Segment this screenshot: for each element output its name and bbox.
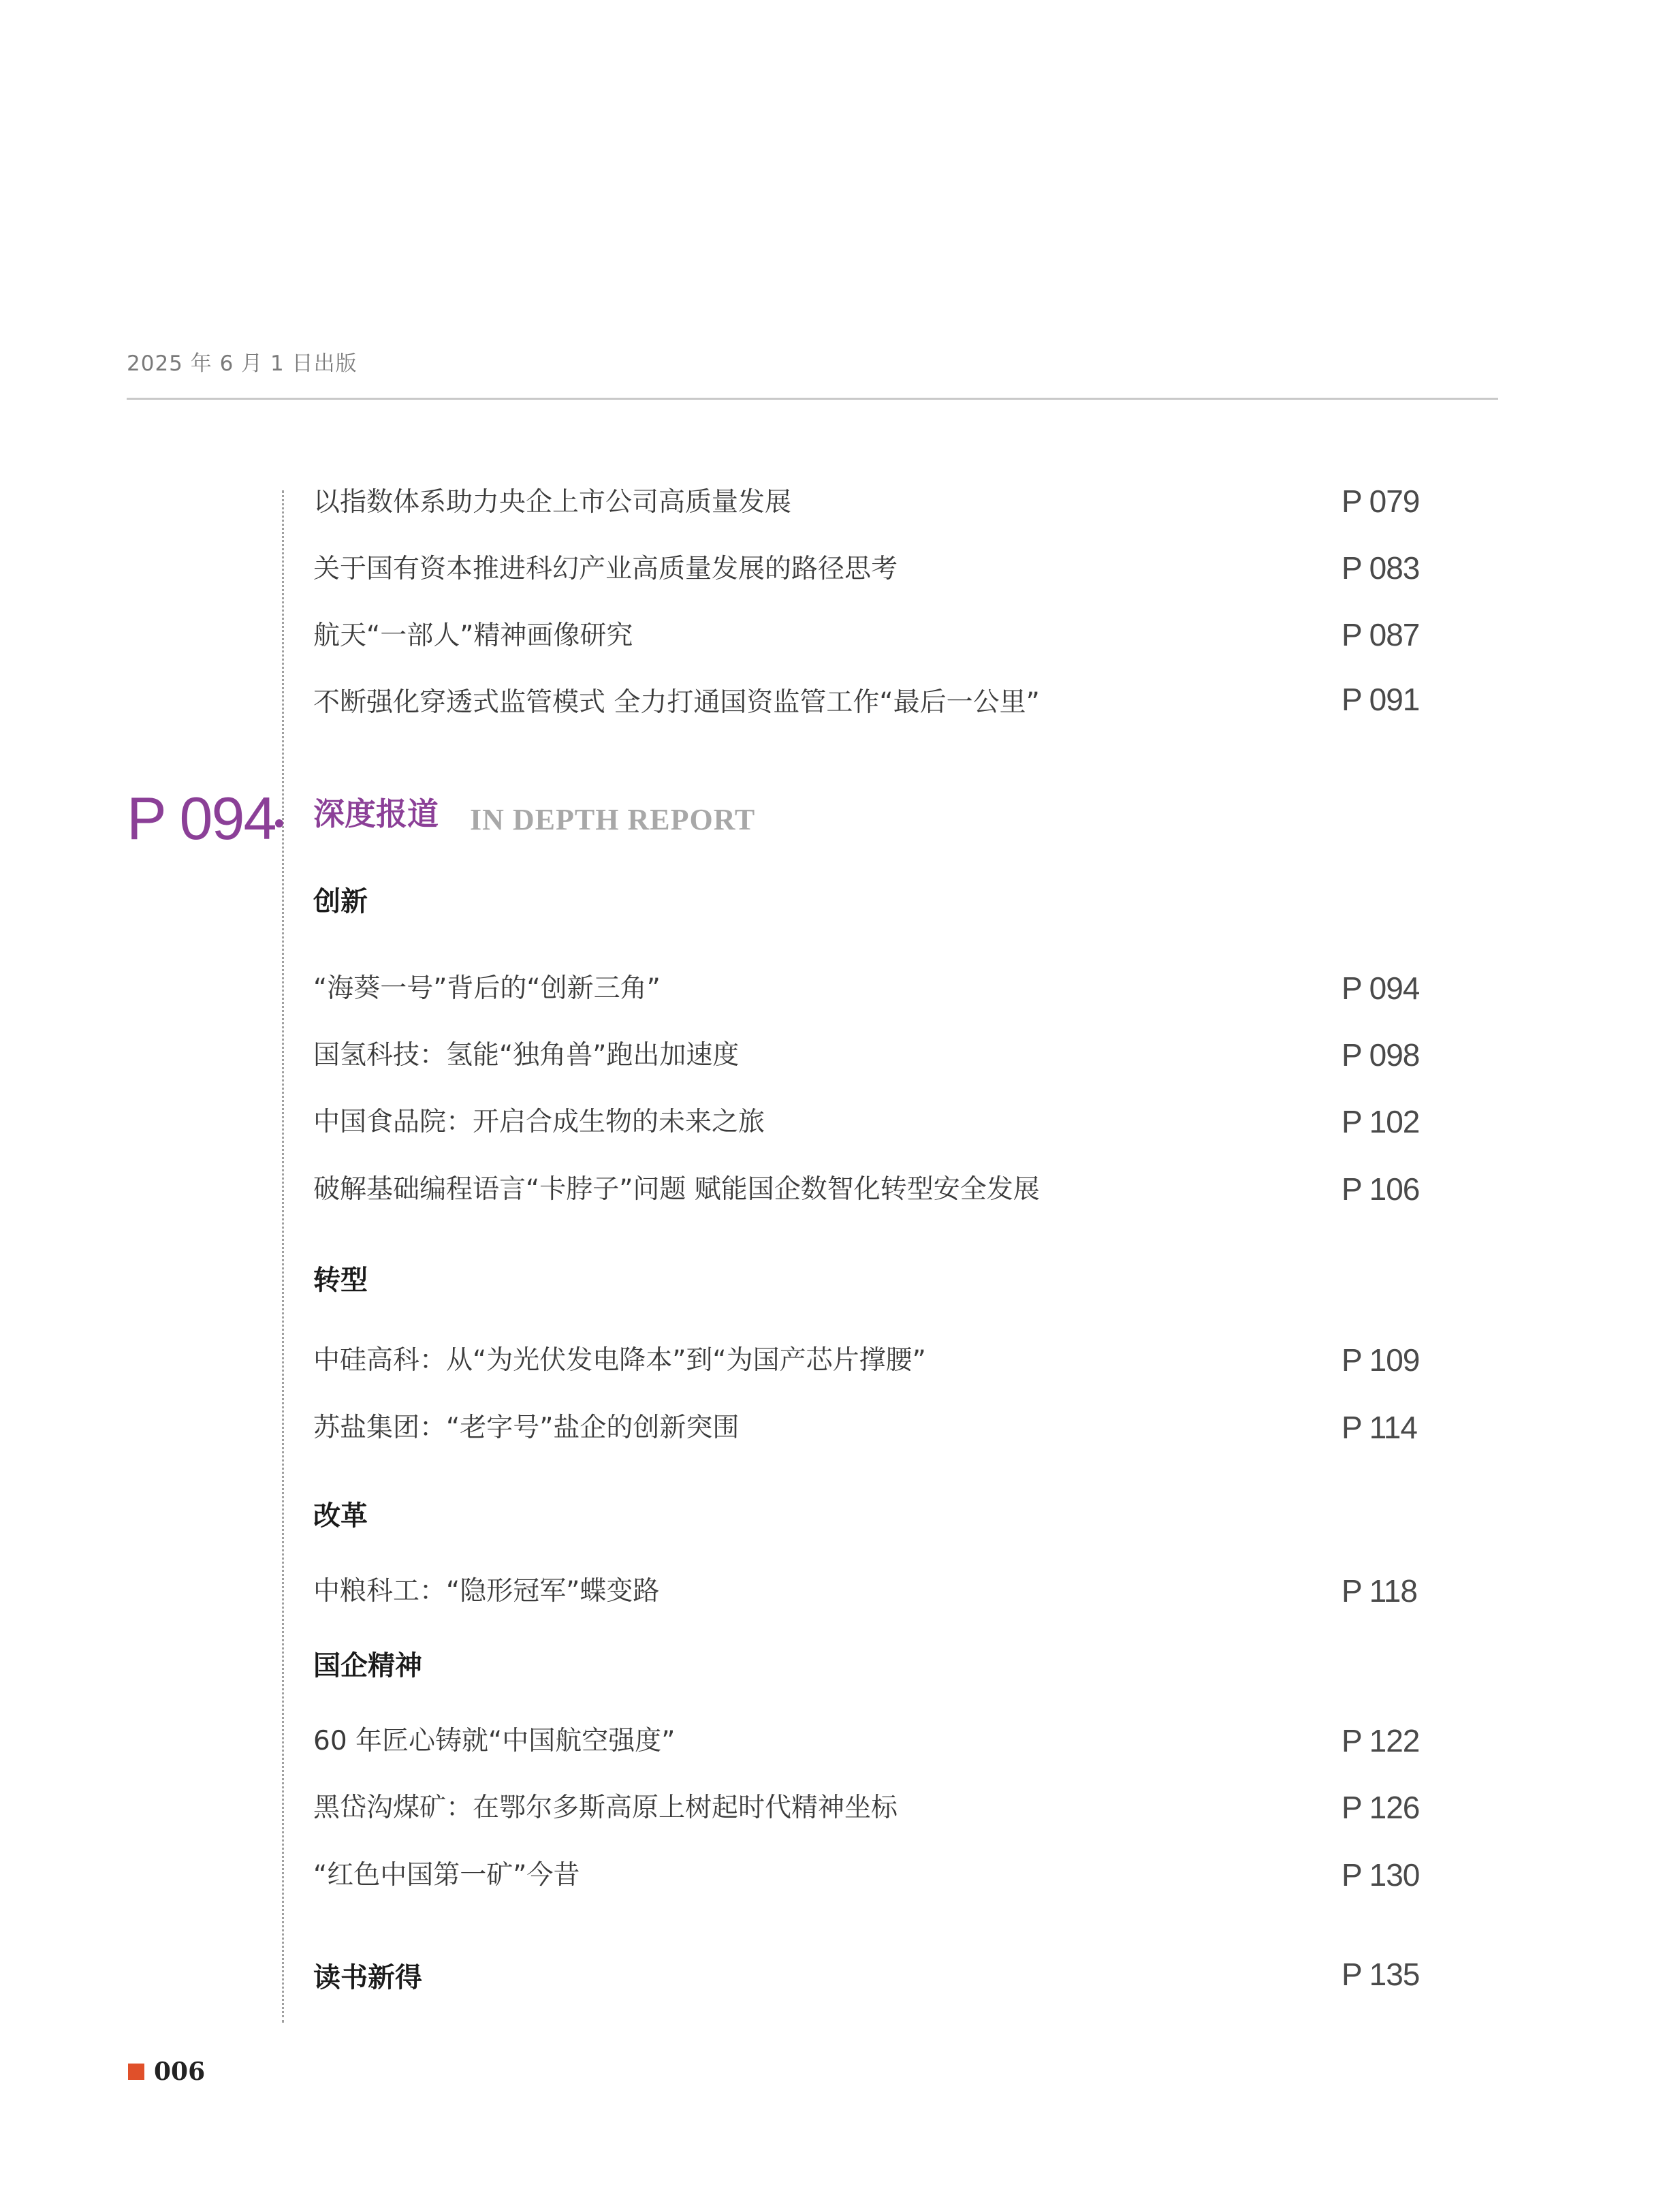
toc-entry-page: P 094 — [1342, 970, 1420, 1006]
section-title-english: IN DEPTH REPORT — [470, 803, 756, 836]
toc-entry-title[interactable]: “海葵一号”背后的“创新三角” — [313, 973, 661, 1004]
toc-entry-page: P 102 — [1342, 1104, 1420, 1139]
toc-entry-title[interactable]: 苏盐集团：“老字号”盐企的创新突围 — [313, 1412, 740, 1443]
toc-entry-title[interactable]: 破解基础编程语言“卡脖子”问题 赋能国企数智化转型安全发展 — [313, 1174, 1040, 1205]
toc-entry-page: P 122 — [1342, 1723, 1420, 1758]
section-page-number: P 094 — [127, 785, 276, 852]
group-heading-spirit: 国企精神 — [313, 1649, 422, 1681]
toc-guide-line — [282, 490, 284, 2023]
toc-entry-title[interactable]: 黑岱沟煤矿：在鄂尔多斯高原上树起时代精神坐标 — [313, 1792, 898, 1823]
toc-entry-page: P 135 — [1342, 1957, 1420, 1992]
toc-entry-title[interactable]: 关于国有资本推进科幻产业高质量发展的路径思考 — [313, 554, 898, 584]
toc-entry-page: P 083 — [1342, 550, 1420, 586]
toc-entry-page: P 106 — [1342, 1171, 1420, 1207]
section-marker-dot — [275, 819, 283, 827]
toc-entry-title[interactable]: 不断强化穿透式监管模式 全力打通国资监管工作“最后一公里” — [313, 687, 1040, 718]
toc-entry-page: P 114 — [1342, 1410, 1417, 1445]
toc-entry-page: P 087 — [1342, 617, 1420, 652]
toc-entry-page: P 130 — [1342, 1857, 1420, 1893]
toc-entry-title[interactable]: 以指数体系助力央企上市公司高质量发展 — [313, 487, 792, 518]
page-marker-square — [128, 2064, 144, 2080]
header-rule — [127, 398, 1498, 400]
group-heading-reading[interactable]: 读书新得 — [313, 1961, 422, 1993]
group-heading-innovation: 创新 — [313, 885, 368, 917]
toc-entry-title[interactable]: “红色中国第一矿”今昔 — [313, 1860, 580, 1891]
toc-entry-page: P 079 — [1342, 484, 1420, 519]
toc-entry-page: P 126 — [1342, 1790, 1420, 1825]
toc-entry-page: P 118 — [1342, 1573, 1417, 1609]
toc-entry-title[interactable]: 中国食品院：开启合成生物的未来之旅 — [313, 1107, 765, 1137]
toc-entry-title[interactable]: 国氢科技：氢能“独角兽”跑出加速度 — [313, 1040, 740, 1071]
toc-entry-title[interactable]: 60 年匠心铸就“中国航空强度” — [313, 1726, 676, 1756]
toc-entry-title[interactable]: 航天“一部人”精神画像研究 — [313, 620, 633, 651]
publication-date: 2025 年 6 月 1 日出版 — [127, 351, 358, 376]
toc-entry-page: P 109 — [1342, 1342, 1420, 1378]
group-heading-reform: 改革 — [313, 1500, 368, 1532]
toc-entry-page: P 098 — [1342, 1037, 1420, 1073]
section-title: 深度报道 — [313, 795, 439, 832]
toc-entry-title[interactable]: 中粮科工：“隐形冠军”蝶变路 — [313, 1576, 660, 1607]
toc-entry-page: P 091 — [1342, 682, 1420, 717]
toc-entry-title[interactable]: 中硅高科：从“为光伏发电降本”到“为国产芯片撑腰” — [313, 1345, 926, 1376]
page-number: 006 — [154, 2057, 206, 2086]
group-heading-transformation: 转型 — [313, 1264, 368, 1296]
